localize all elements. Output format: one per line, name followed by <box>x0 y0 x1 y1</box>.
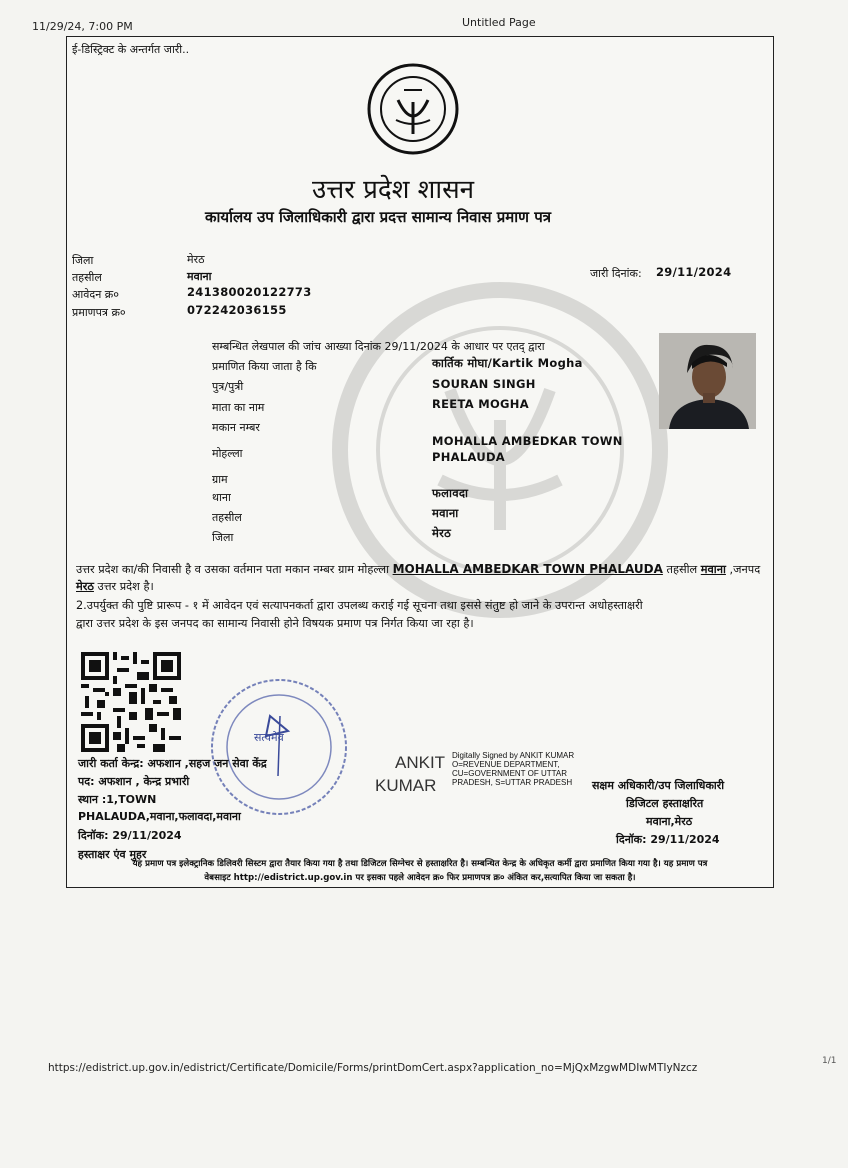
mohalla-value-line-1: MOHALLA AMBEDKAR TOWN <box>432 434 623 448</box>
signature-detail-3: CU=GOVERNMENT OF UTTAR <box>452 769 568 778</box>
authority-location: मवाना,मेरठ <box>646 815 693 828</box>
residence-statement <box>76 561 766 595</box>
detail-district-value: मेरठ <box>432 526 452 540</box>
applicant-photo <box>659 333 756 429</box>
authority-date: दिनॉक: 29/11/2024 <box>616 833 720 846</box>
stamp-text: सत्यमेव <box>254 731 284 744</box>
issuer-date: दिनॉक: 29/11/2024 <box>78 829 182 842</box>
signature-detail-1: Digitally Signed by ANKIT KUMAR <box>452 751 575 760</box>
qr-code-icon <box>80 652 182 752</box>
authority-title: सक्षम अधिकारी/उप जिलाधिकारी <box>592 779 725 792</box>
issuer-signature-label: हस्ताक्षर एंव मुहर <box>78 848 147 861</box>
issuer-place-2: PHALAUDA,मवाना,फलावदा,मवाना <box>78 810 241 823</box>
signature-detail-2: O=REVENUE DEPARTMENT, <box>452 760 560 769</box>
print-page-count: 1/1 <box>822 1056 837 1066</box>
applicant-name: कार्तिक मोघा/Kartik Mogha <box>432 356 583 370</box>
thana-value: फलावदा <box>432 486 469 500</box>
issue-date-label: जारी दिनांक: <box>590 267 642 280</box>
mohalla-label: मोहल्ला <box>212 447 243 460</box>
up-emblem-icon <box>366 62 460 156</box>
residence-text-a: उत्तर प्रदेश का/की निवासी है व उसका वर्तमान पता मकान नम्बर ग्राम मोहल्ला <box>76 563 390 576</box>
house-number-label: मकान नम्बर <box>212 421 260 434</box>
authority-digital: डिजिटल हस्ताक्षरित <box>626 797 704 810</box>
village-label: ग्राम <box>212 473 228 486</box>
certificate-title: कार्यालय उप जिलाधिकारी द्वारा प्रदत्त सामान्य निवास प्रमाण पत्र <box>205 208 551 226</box>
signer-name-1: ANKIT <box>395 753 446 772</box>
issuing-center: जारी कर्ता केन्द्र: अफशान ,सहज जन सेवा केंद्र <box>78 757 267 770</box>
digital-signature-details <box>452 751 574 787</box>
residence-text-g: उत्तर प्रदेश है। <box>97 580 154 593</box>
verification-line-1: 2.उपर्युक्त की पुष्टि प्रारूप - १ में आवेदन एवं सत्यापनकर्ता द्वारा उपलब्ध कराई गई सूचना तथा इससे संतुष्ट हो जाने के उपरान्त अधोहस्ताक्षरी <box>76 599 643 612</box>
residence-tehsil: मवाना <box>700 563 726 576</box>
intro-line-2: प्रमाणित किया जाता है कि <box>212 360 317 373</box>
residence-text-c: तहसील <box>666 563 698 576</box>
issue-date: 29/11/2024 <box>656 265 732 279</box>
footer-line-1: यह प्रमाण पत्र इलेक्ट्रानिक डिलिवरी सिस्टम द्वारा तैयार किया गया है तथा डिजिटल सिग्नेचर से हस्ताक्षरित है। सम्बन्धित केन्द्र के अधिकृत कर्मी द्वारा प्रमाणित किया गया है। यह प्रमाण पत्र <box>132 859 708 869</box>
govt-title: उत्तर प्रदेश शासन <box>312 175 475 205</box>
footer-note <box>70 857 770 885</box>
print-url: https://edistrict.up.gov.in/edistrict/Certificate/Domicile/Forms/printDomCert.aspx?application_no=MjQxMzgwMDIwMTIyNzcz <box>48 1062 698 1074</box>
district-label: जिला <box>72 254 94 267</box>
application-label: आवेदन क्र० <box>72 288 119 301</box>
district-value: मेरठ <box>187 253 205 266</box>
issuer-place: स्थान :1,TOWN <box>78 793 157 806</box>
detail-tehsil-value: मवाना <box>432 506 459 520</box>
tehsil-value: मवाना <box>187 270 212 283</box>
issuer-post: पद: अफशान , केन्द्र प्रभारी <box>78 775 190 788</box>
residence-district: मेरठ <box>76 580 94 593</box>
father-name: SOURAN SINGH <box>432 377 536 391</box>
print-datetime: 11/29/24, 7:00 PM <box>32 20 133 33</box>
verification-line-2: द्वारा उत्तर प्रदेश के इस जनपद का सामान्य निवासी होने विषयक प्रमाण पत्र निर्गत किया जा रहा है। <box>76 617 474 630</box>
father-label: पुत्र/पुत्री <box>212 380 244 393</box>
print-page-title: Untitled Page <box>462 16 536 29</box>
detail-district-label: जिला <box>212 531 234 544</box>
certificate-number: 072242036155 <box>187 303 287 317</box>
official-stamp-icon <box>208 676 350 818</box>
thana-label: थाना <box>212 491 231 504</box>
application-number: 241380020122773 <box>187 285 312 299</box>
footer-line-2: वेबसाइट http://edistrict.up.gov.in पर इसका पहले आवेदन क्र० फिर प्रमाणपत्र क्र० अंकित कर,सत्यापित किया जा सकता है। <box>204 873 636 883</box>
mother-name: REETA MOGHA <box>432 397 529 411</box>
mother-label: माता का नाम <box>212 401 265 414</box>
intro-line-1: सम्बन्धित लेखपाल की जांच आख्या दिनांक 29/11/2024 के आधार पर एतद् द्वारा <box>212 340 545 353</box>
mohalla-value-line-2: PHALAUDA <box>432 450 506 464</box>
certificate-number-label: प्रमाणपत्र क्र० <box>72 306 126 319</box>
signature-detail-4: PRADESH, S=UTTAR PRADESH <box>452 778 573 787</box>
tehsil-label: तहसील <box>72 271 102 284</box>
person-photo-icon <box>659 333 756 429</box>
detail-tehsil-label: तहसील <box>212 511 242 524</box>
residence-address: MOHALLA AMBEDKAR TOWN PHALAUDA <box>392 562 663 576</box>
issued-under-note: ई-डिस्ट्रिक्ट के अन्तर्गत जारी.. <box>72 43 190 56</box>
residence-text-e: ,जनपद <box>729 563 761 576</box>
signer-name-2: KUMAR <box>375 776 437 795</box>
